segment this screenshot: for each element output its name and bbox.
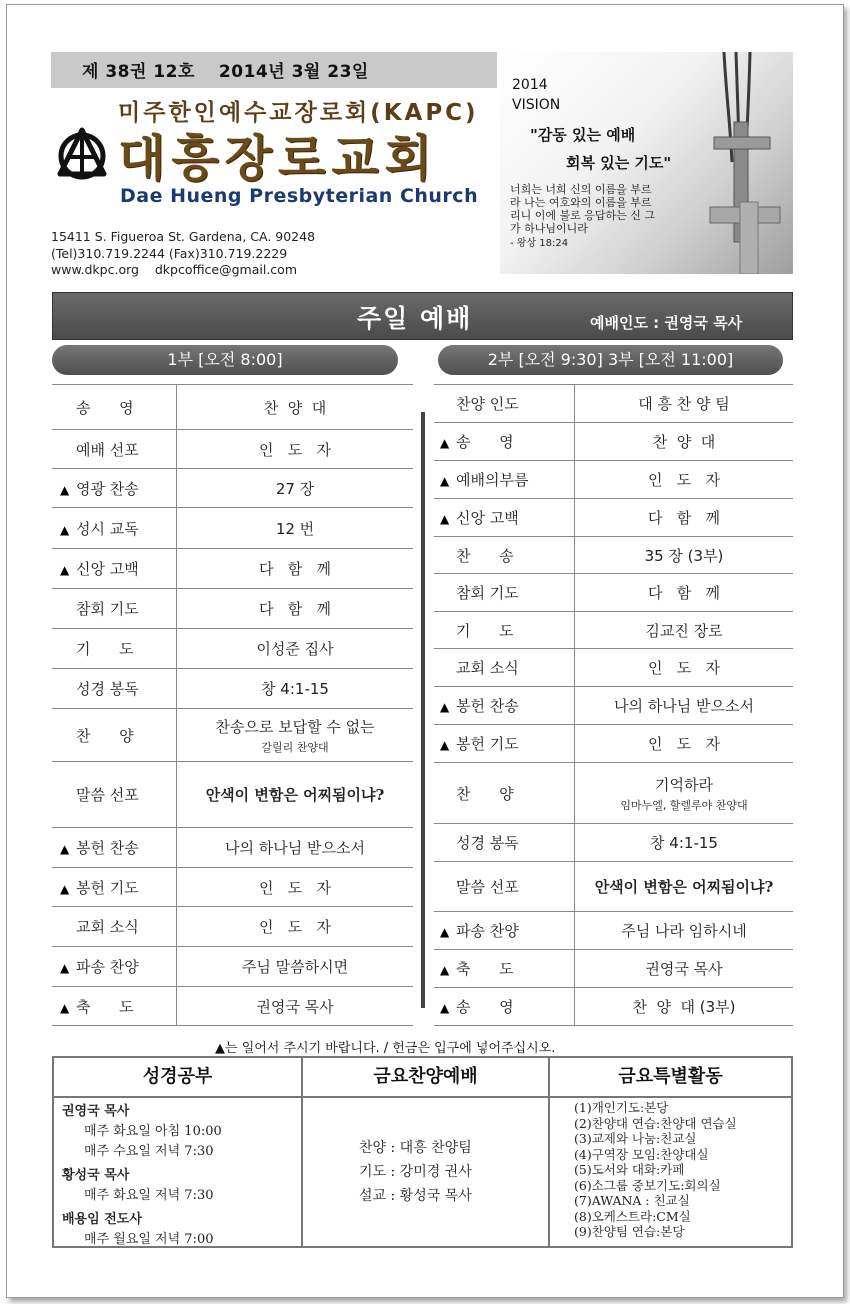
vision-reference: - 왕상 18:24 (510, 238, 569, 249)
order-person: 주님 나라 임하시네 (621, 922, 747, 940)
order-row (52, 469, 413, 508)
friday-worship-line: 기도 : 강미경 권사 (359, 1164, 472, 1180)
contact-info (51, 229, 315, 279)
order-person: 다 함 께 (258, 560, 332, 578)
stand-marker: ▲ (440, 436, 450, 450)
friday-activities-column (550, 1058, 791, 1246)
order-item: 파송 찬양 (76, 958, 139, 976)
order-item: 찬 양 (456, 784, 514, 803)
stand-marker: ▲ (440, 700, 450, 714)
order-item: 신앙 고백 (456, 509, 519, 527)
order-person: 12 번 (275, 519, 315, 538)
order-row (52, 589, 413, 629)
order-item: 영광 찬송 (76, 479, 139, 498)
order-item: 축 도 (76, 997, 134, 1016)
order-row (434, 649, 793, 687)
stand-marker: ▲ (60, 522, 70, 537)
order-row (52, 828, 413, 868)
bible-study-time: 매주 수요일 저녁 7:30 (84, 1144, 214, 1159)
order-row (434, 988, 793, 1026)
church-name: 대흥장로교회 (118, 129, 439, 187)
bible-study-time: 매주 월요일 저녁 7:00 (84, 1232, 214, 1247)
order-row (52, 709, 413, 762)
standing-note: ▲는 일어서 주시기 바랍니다. / 헌금은 입구에 넣어주십시오. (215, 1041, 556, 1056)
order-person: 인 도 자 (258, 918, 332, 936)
order-row (52, 549, 413, 589)
vision-verse: 너희는 너희 신의 이름을 부르라 나는 여호와의 이름을 부르리니 이에 불로 응답하는 신 그가 하나님이니라 (510, 183, 655, 235)
stand-marker: ▲ (440, 738, 450, 752)
order-row (52, 669, 413, 709)
order-item: 찬 송 (456, 546, 514, 565)
weekly-activities-table (52, 1056, 793, 1248)
service-title: 주일 예배 (357, 304, 473, 333)
friday-activities-title: 금요특별활동 (550, 1058, 791, 1098)
friday-worship-title: 금요찬양예배 (303, 1058, 548, 1098)
friday-worship-column (303, 1058, 550, 1246)
order-item: 송 영 (456, 998, 514, 1016)
stand-marker: ▲ (60, 1000, 70, 1015)
order-row (434, 461, 793, 499)
order-row (434, 385, 793, 423)
service-leader: 예배인도 : 권영국 목사 (590, 314, 743, 332)
order-person: 김교진 장로 (645, 621, 723, 640)
friday-activities-body (550, 1098, 791, 1246)
order-person: 주님 말씀하시면 (241, 958, 349, 976)
order-row (434, 862, 793, 912)
order-row (434, 499, 793, 537)
stand-marker: ▲ (60, 961, 70, 975)
stand-marker: ▲ (440, 925, 450, 939)
friday-activity-item: (1)개인기도:본당 (574, 1100, 669, 1115)
order-item: 봉헌 찬송 (76, 839, 139, 857)
order-item: 참회 기도 (456, 584, 519, 602)
order-person: 인 도 자 (647, 659, 721, 677)
order-item: 신앙 고백 (76, 560, 139, 578)
order-item: 파송 찬양 (456, 922, 519, 940)
order-person: 찬 양 대 (3부) (632, 998, 736, 1016)
order-person: 창 4:1-15 (650, 834, 718, 852)
order-row (52, 508, 413, 549)
session2-label: 2부 [오전 9:30] 3부 [오전 11:00] (438, 345, 783, 375)
order-person: 이성준 집사 (256, 640, 334, 658)
issue-date: 2014년 3월 23일 (218, 62, 369, 82)
order-item: 성경 봉독 (456, 834, 519, 852)
order-row (52, 987, 413, 1026)
stand-marker: ▲ (440, 1001, 450, 1015)
website-email: www.dkpc.org dkpcoffice@gmail.com (51, 262, 298, 277)
bible-study-leader: 황성국 목사 (62, 1168, 130, 1183)
vision-box (500, 52, 793, 274)
order-item: 말씀 선포 (456, 878, 519, 896)
order-item: 축 도 (456, 960, 514, 978)
order-person: 나의 하나님 받으소서 (225, 839, 365, 857)
order-item: 기 도 (456, 621, 514, 640)
order-person: 인 도 자 (258, 440, 332, 459)
friday-activity-item: (6)소그룹 중보기도:회의실 (574, 1177, 721, 1193)
order-person: 인 도 자 (258, 878, 332, 897)
session1-label: 1부 [오전 8:00] (52, 345, 398, 375)
order-item: 송 영 (76, 398, 134, 417)
order-person: 창 4:1-15 (261, 680, 329, 698)
order-person: 다 함 께 (258, 600, 332, 618)
bible-study-column (54, 1058, 303, 1246)
order-row (52, 629, 413, 669)
order-person: 안색이 변함은 어찌됨이냐? (205, 786, 385, 804)
order-row (434, 574, 793, 612)
phone-fax: (Tel)310.719.2244 (Fax)310.719.2229 (51, 245, 288, 261)
order-row (434, 612, 793, 649)
order-row (434, 687, 793, 725)
issue-info (82, 57, 369, 82)
order-of-service-2 (434, 384, 793, 1026)
stand-marker: ▲ (60, 482, 70, 497)
order-item: 말씀 선포 (76, 786, 139, 804)
order-item: 교회 소식 (76, 918, 139, 936)
order-person-sub: 갈릴리 찬양대 (261, 740, 329, 754)
order-row (52, 430, 413, 469)
friday-activity-item: (3)교제와 나눔:친교실 (574, 1131, 697, 1146)
order-item: 참회 기도 (76, 600, 139, 618)
order-item: 봉헌 기도 (76, 878, 139, 897)
vision-quote-line1: "감동 있는 예배 (530, 126, 636, 144)
order-person: 다 함 께 (647, 584, 721, 602)
order-item: 성경 봉독 (76, 680, 139, 698)
stand-marker: ▲ (440, 512, 450, 526)
order-item: 예배의부름 (456, 471, 529, 489)
order-row (434, 423, 793, 461)
friday-worship-body (303, 1098, 548, 1246)
church-name-english: Dae Hueng Presbyterian Church (120, 185, 479, 207)
order-person: 찬 양 대 (652, 433, 716, 451)
order-row (52, 907, 413, 947)
order-person: 나의 하나님 받으소서 (614, 697, 754, 715)
friday-activity-item: (2)찬양대 연습:찬양대 연습실 (574, 1115, 737, 1131)
order-item: 기 도 (76, 640, 134, 658)
vision-quote-line2: 회복 있는 기도" (566, 154, 672, 172)
friday-worship-line: 설교 : 황성국 목사 (359, 1188, 472, 1204)
bible-study-leader: 배용임 전도사 (62, 1212, 142, 1227)
order-row (52, 868, 413, 907)
order-person: 권영국 목사 (645, 960, 723, 978)
order-row (434, 950, 793, 988)
order-item: 교회 소식 (456, 659, 519, 677)
friday-activity-item: (5)도서와 대화:카페 (574, 1162, 685, 1177)
bible-study-time: 매주 화요일 저녁 7:30 (84, 1188, 214, 1203)
order-person-sub: 임마누엘, 할렐루야 찬양대 (620, 798, 748, 812)
order-item: 찬 양 (76, 726, 134, 745)
bible-study-time: 매주 화요일 아침 10:00 (84, 1124, 222, 1139)
column-divider (421, 412, 425, 1008)
stand-marker: ▲ (60, 881, 70, 896)
denomination: 미주한인예수교장로회(KAPC) (118, 100, 479, 126)
stand-marker: ▲ (440, 963, 450, 977)
order-person: 안색이 변함은 어찌됨이냐? (594, 878, 774, 896)
order-row (52, 385, 413, 430)
order-of-service-1 (52, 384, 413, 1026)
order-item: 송 영 (456, 433, 514, 451)
bible-study-body (54, 1098, 301, 1246)
bible-study-leader: 권영국 목사 (62, 1104, 130, 1119)
order-item: 봉헌 찬송 (456, 697, 519, 715)
order-row (52, 762, 413, 828)
friday-activity-item: (9)찬양팀 연습:본당 (574, 1224, 685, 1239)
order-row (434, 725, 793, 763)
vision-year: 2014 VISION (512, 77, 561, 113)
order-item: 찬양 인도 (456, 395, 519, 413)
order-person: 35 장 (3부) (644, 546, 724, 565)
address: 15411 S. Figueroa St. Gardena, CA. 90248 (51, 229, 316, 244)
order-item: 성시 교독 (76, 519, 139, 538)
friday-worship-line: 찬양 : 대흥 찬양팀 (359, 1140, 472, 1156)
order-person: 대 흥 찬 양 팀 (638, 395, 730, 413)
stand-marker: ▲ (60, 563, 70, 577)
friday-activity-item: (8)오케스트라:CM실 (574, 1208, 691, 1224)
order-row (434, 537, 793, 574)
order-person: 인 도 자 (647, 471, 721, 489)
order-person: 찬 양 대 (263, 398, 327, 417)
order-item: 봉헌 기도 (456, 735, 519, 753)
order-row (52, 947, 413, 987)
stand-marker: ▲ (60, 842, 70, 856)
order-person: 인 도 자 (647, 735, 721, 753)
order-person: 기억하라 (655, 775, 713, 794)
friday-activity-item: (7)AWANA : 친교실 (574, 1193, 690, 1208)
order-row (434, 824, 793, 862)
order-person: 27 장 (275, 479, 315, 498)
order-person: 다 함 께 (647, 509, 721, 527)
order-person: 권영국 목사 (256, 997, 334, 1016)
order-person: 찬송으로 보답할 수 없는 (215, 717, 375, 736)
order-row (434, 763, 793, 824)
bible-study-title: 성경공부 (54, 1058, 301, 1098)
friday-activity-item: (4)구역장 모임:찬양대실 (574, 1146, 709, 1162)
issue-volume: 제 38권 12호 (82, 62, 195, 82)
church-logo-icon (54, 126, 110, 182)
order-row (434, 912, 793, 950)
stand-marker: ▲ (440, 474, 450, 488)
order-item: 예배 선포 (76, 440, 139, 459)
